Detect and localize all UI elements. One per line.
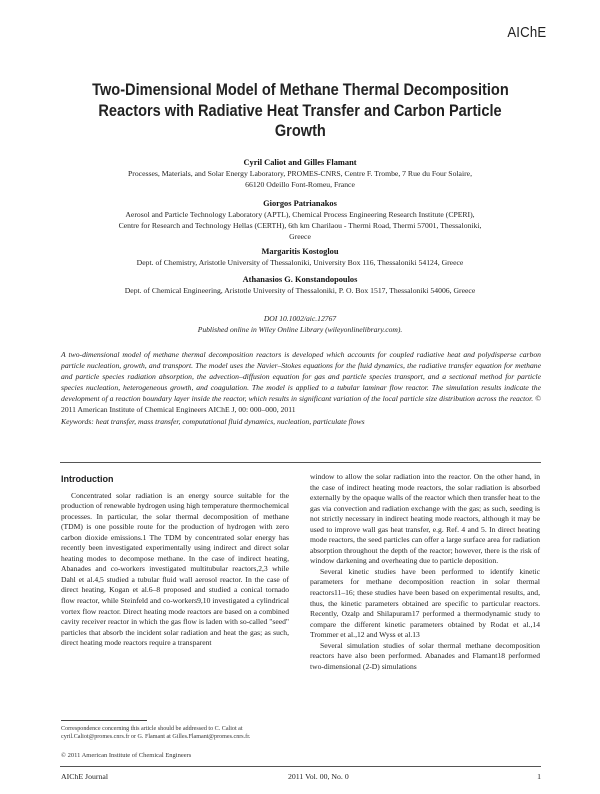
- journal-logo: AIChE: [506, 24, 546, 41]
- affiliation-kostoglou: [50, 246, 550, 269]
- page-copyright: © 2011 American Institute of Chemical Engineers: [61, 752, 192, 759]
- affiliation-caliot-flamant: [50, 157, 550, 191]
- author-names: Margaritis Kostoglou: [261, 247, 339, 256]
- footer-issue: 2011 Vol. 00, No. 0: [288, 772, 349, 781]
- abstract-copyright: © 2011 American Institute of Chemical Engineers AIChE J, 00: 000–000, 2011: [61, 394, 541, 415]
- left-column: [61, 474, 289, 649]
- doi-block: [100, 314, 500, 335]
- title-line: Reactors with Radiative Heat Transfer and Carbon Particle: [98, 101, 502, 120]
- footer-divider: [60, 766, 541, 767]
- title-line: Growth: [274, 122, 326, 141]
- abstract: [61, 349, 541, 427]
- keywords: Keywords: heat transfer, mass transfer, computational fluid dynamics, nucleation, particulate flows: [61, 416, 365, 426]
- paragraph: window to allow the solar radiation into the reactor. On the other hand, in the case of indirect heating mode reactors, the solar radiation is absorbed externally by the opaque walls of the reactor which then transfer heat to the gas via convection and radiation exchange with the gas; as such, seeding is not strictly necessary in indirect heating mode reactors, although it may be used to improve wall gas heat transfer, e.g. Ref. 4 and 5. In direct heating mode reactors, the seed particles can offer a large surface area for radiation absorption throughout the depth of the reactor; however, there is the risk of window darkening and overheating due to particle deposition.: [310, 472, 540, 566]
- affiliation-line: 66120 Odeillo Font-Romeu, France: [245, 179, 355, 189]
- affiliation-line: Aerosol and Particle Technology Laboratory (APTL), Chemical Process Engineering Research Institute (CPERI),: [125, 210, 475, 219]
- footer-journal: AIChE Journal: [61, 772, 108, 781]
- affiliation-line: Centre for Research and Technology Hellas (CERTH), 6th km Charilaou - Thermi Road, Thermi 57001, Thessaloniki,: [118, 220, 482, 230]
- author-names: Athanasios G. Konstandopoulos: [242, 275, 358, 284]
- published-online: Published online in Wiley Online Library (wileyonlinelibrary.com).: [197, 324, 403, 334]
- affiliation-line: Processes, Materials, and Solar Energy Laboratory, PROMES-CNRS, Centre F. Trombe, 7 Rue du Four Solaire,: [127, 169, 472, 178]
- section-divider: [60, 462, 541, 463]
- affiliation-patrianakos: [50, 198, 550, 243]
- correspondence-footnote: Correspondence concerning this article should be addressed to C. Caliot at cyril.Caliot@promes.cnrs.fr or G. Flamant at Gilles.Flamant@promes.cnrs.fr.: [61, 726, 251, 741]
- affiliation-line: Dept. of Chemistry, Aristotle University of Thessaloniki, University Box 116, Thessaloniki 54124, Greece: [136, 258, 464, 267]
- page-number: 1: [537, 772, 541, 781]
- doi-link[interactable]: DOI 10.1002/aic.12767: [263, 314, 337, 323]
- paragraph: Concentrated solar radiation is an energy source suitable for the production of renewable hydrogen using high temperature thermochemical processes. In particular, the solar thermal decomposition of methane (TDM) is one possible route for the production of hydrogen with zero carbon dioxide emissions.1 The TDM by concentrated solar energy has recently been investigated experimentally using indirect and direct solar heating modes to decompose methane. In the case of indirect heating, Abanades and co-workers investigated multitubular reactors,2,3 while Dahl et al.4,5 studied a tubular fluid wall aerosol reactor. In the case of direct heating, Kogan et al.6–8 proposed and studied a conical tornado flow reactor, while Steinfeld and co-workers9,10 investigated a cylindrical vortex flow reactor. Direct heating mode reactors are based on a combined cavity receiver reactor in which the gas flow is laden with so-called "seed" particles that absorb the incident solar radiation and heat the gas; as such, direct heating mode reactors require a transparent: [61, 490, 289, 648]
- affiliation-line: Dept. of Chemical Engineering, Aristotle University of Thessaloniki, P. O. Box 1517, Thessaloniki 54006, Greece: [124, 286, 476, 295]
- author-names: Cyril Caliot and Gilles Flamant: [243, 158, 357, 167]
- article-title: [60, 80, 540, 142]
- paragraph: Several kinetic studies have been performed to identify kinetic parameters for methane decomposition reaction in solar thermal reactors11–16; these studies have been based on experimental results, and, thus, the kinetic parameters obtained are specific to particular reactors. Recently, Ozalp and Shilapuram17 performed a thermodynamic study to compare the different kinetic parameters obtained by Rodat et al.,14 Trommer et al.,12 and Wyss et al.13: [310, 566, 540, 640]
- footnote-divider: [61, 720, 147, 721]
- paragraph: Several simulation studies of solar thermal methane decomposition reactors have also been performed. Abanades and Flamant18 performed two-dimensional (2-D) simulations: [310, 640, 540, 671]
- right-column: [310, 472, 540, 672]
- section-heading-introduction: Introduction: [61, 474, 114, 484]
- title-line: Two-Dimensional Model of Methane Thermal Decomposition: [91, 81, 509, 99]
- abstract-text: A two-dimensional model of methane thermal decomposition reactors is developed which accounts for coupled radiative heat and polydisperse carbon particle nucleation, growth, and transport. The model uses the Navier–Stokes equations for the fluid dynamics, the radiative transfer equation for methane and particle species radiation absorption, the advection–diffusion equation for gas and particle species transport, and a sectional method for particle species nucleation, heterogeneous growth, and coagulation. The model is applied to a tubular laminar flow reactor. The simulation results indicate the development of a reaction boundary layer inside the reactor, which results in significant variation of the local particle size distribution across the reactor.: [61, 350, 541, 404]
- affiliation-konstandopoulos: [50, 274, 550, 297]
- affiliation-line: Greece: [289, 231, 311, 241]
- author-names: Giorgos Patrianakos: [263, 199, 337, 208]
